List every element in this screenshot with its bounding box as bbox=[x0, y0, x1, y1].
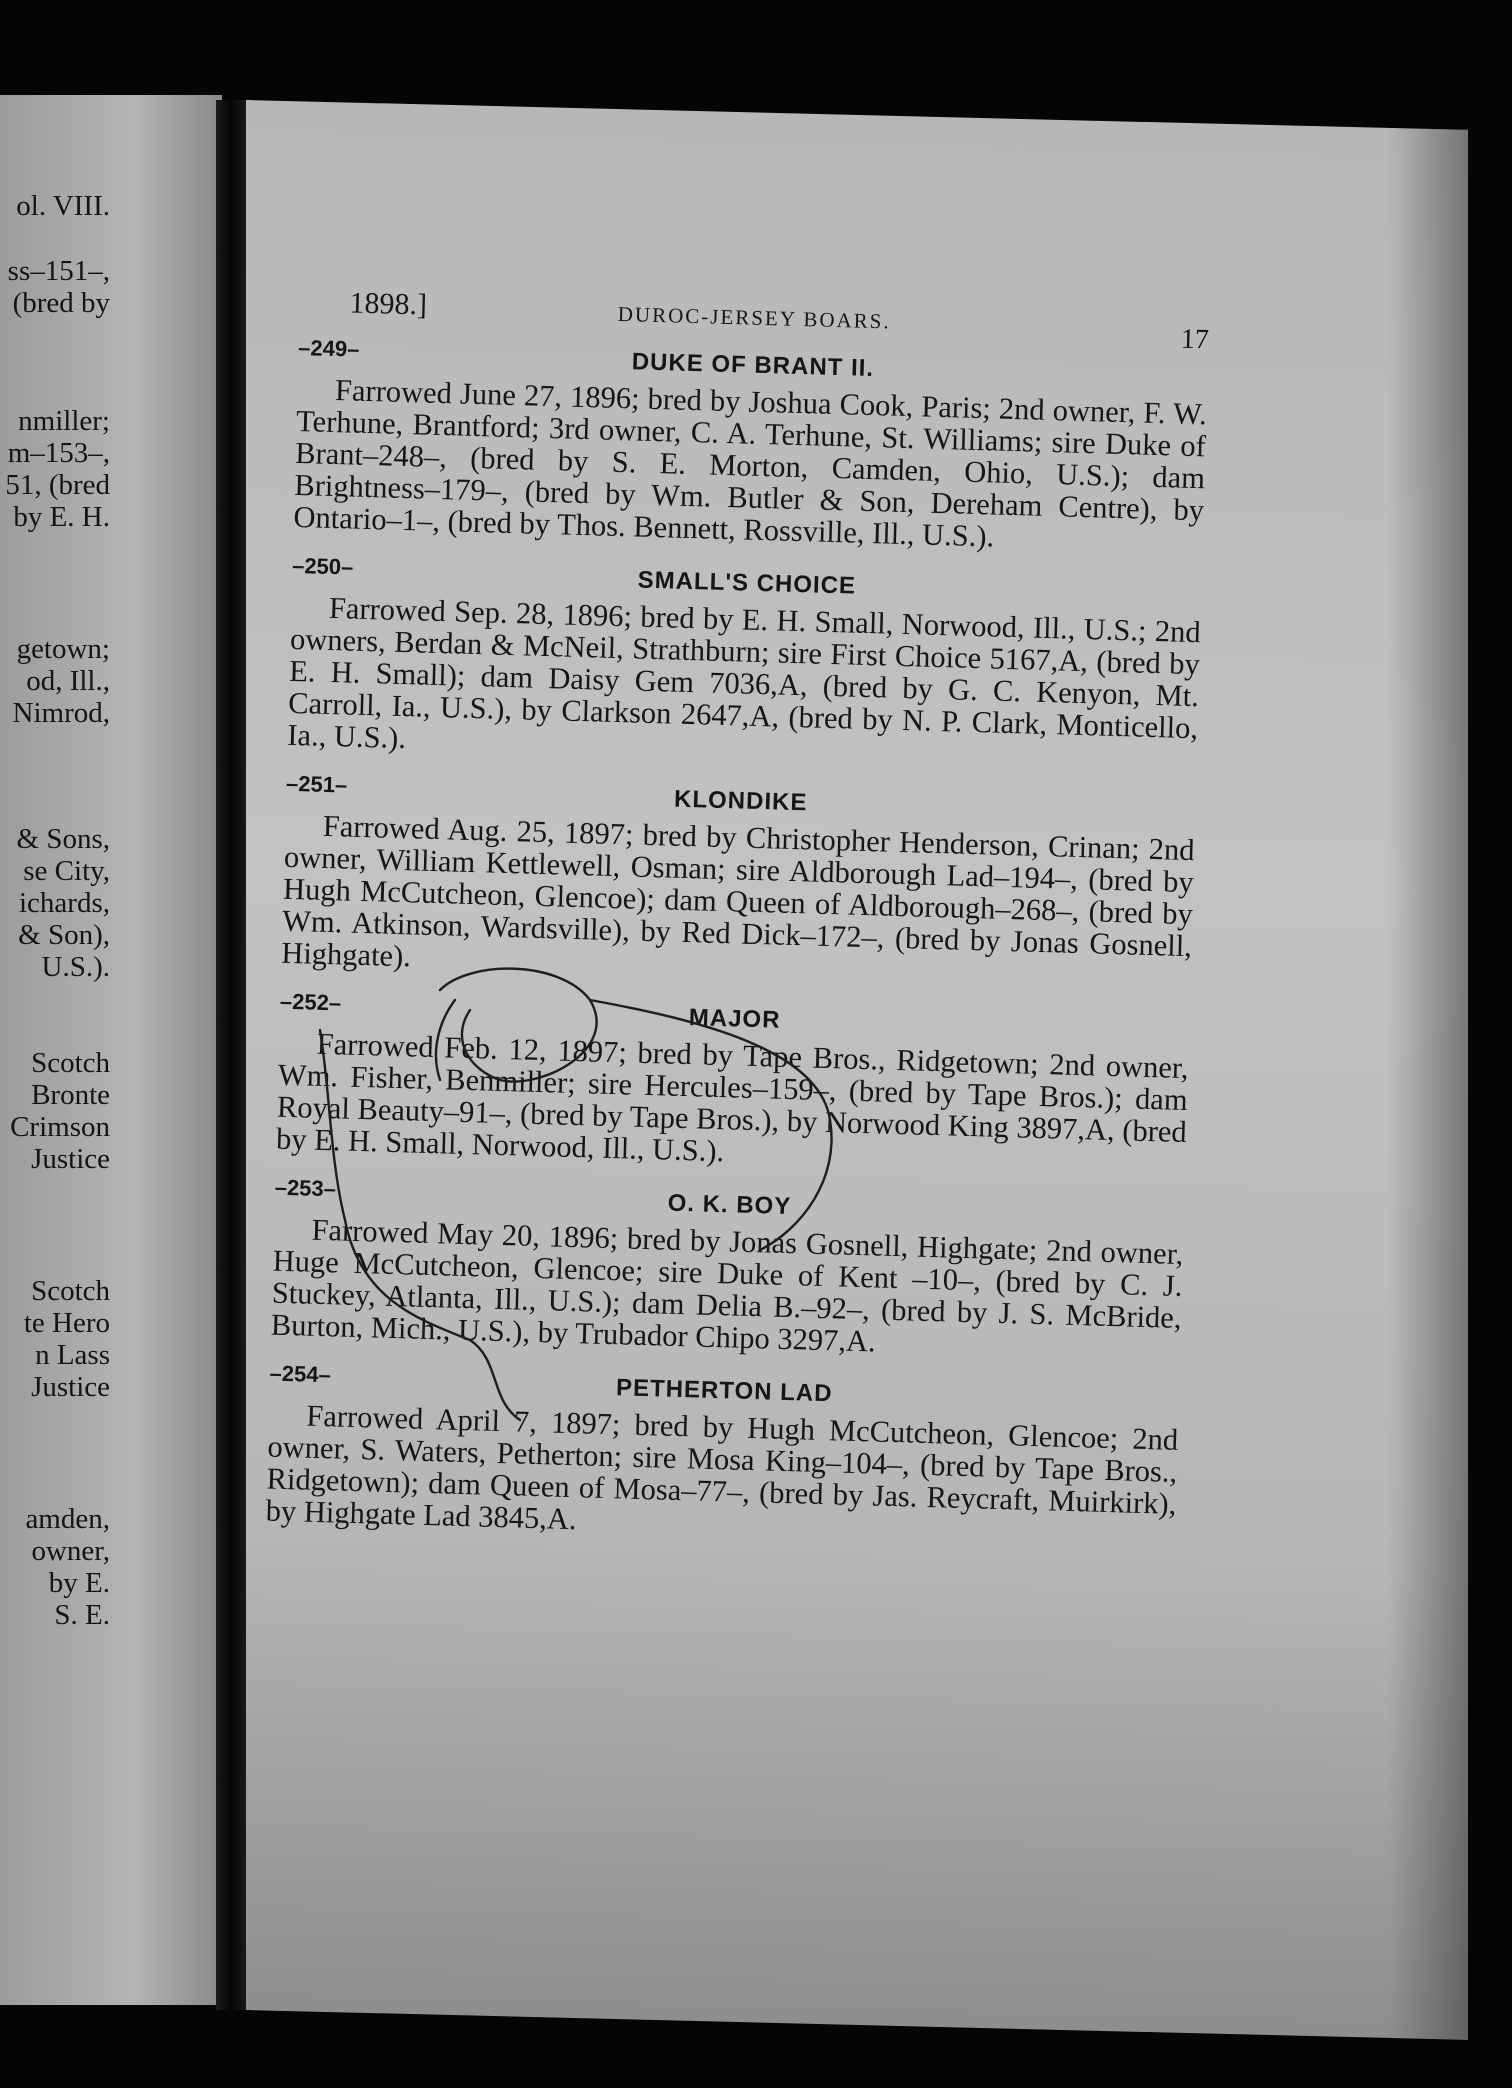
left-page-line: n Lass bbox=[35, 1339, 110, 1371]
left-page-line: by E. bbox=[48, 1567, 110, 1599]
left-page-line: se City, bbox=[23, 855, 110, 887]
left-page-line: (bred by bbox=[12, 287, 110, 319]
entry-text: Farrowed April 7, 1897; bred by Hugh McCutcheon, Glencoe; 2nd owner, S. Waters, Petherton; sire Mosa King–104–, (bred by Tape Bros., Ridgetown); dam Queen of Mosa–77–, (bred by Jas. Reycraft, Muirkirk), by Highgate Lad 3845,A. bbox=[265, 1398, 1179, 1537]
left-page-line: S. E. bbox=[54, 1599, 110, 1631]
left-page-line: Scotch bbox=[31, 1275, 110, 1307]
entry-252 bbox=[276, 989, 1190, 1180]
entry-number: –252– bbox=[279, 988, 342, 1016]
left-page-line: by E. H. bbox=[13, 501, 110, 533]
entry-number: –249– bbox=[297, 334, 360, 362]
left-page-fragment bbox=[0, 95, 222, 2005]
entry-text: Farrowed Sep. 28, 1896; bred by E. H. Small, Norwood, Ill., U.S.; 2nd owners, Berdan & McNeil, Strathburn; sire First Choice 5167,A, (bred by E. H. Small); dam Daisy Gem 7036,A, (bred by G. C. Kenyon, Mt. Carroll, Ia., U.S.), by Clarkson 2647,A, (bred by N. P. Clark, Monticello, Ia., U.S.). bbox=[286, 590, 1202, 756]
entry-text: Farrowed Aug. 25, 1897; bred by Christopher Henderson, Crinan; 2nd owner, William Kettlewell, Osman; sire Aldborough Lad–194–, (bred by Hugh McCutcheon, Glencoe); dam Queen of Aldborough–268–, (bred by Wm. Atkinson, Wardsville), by Red Dick–172–, (bred by Jonas Gosnell, Highgate). bbox=[280, 808, 1196, 974]
left-page-line: ss–151–, bbox=[7, 255, 110, 287]
entry-text: Farrowed May 20, 1896; bred by Jonas Gosnell, Highgate; 2nd owner, Huge McCutcheon, Glencoe; sire Duke of Kent –10–, (bred by C. J. Stuckey, Atlanta, Ill., U.S.); dam Delia B.–92–, (bred by J. S. McBride, Burton, Mich., U.S.), by Trubador Chipo 3297,A. bbox=[270, 1212, 1184, 1359]
entry-name: MAJOR bbox=[688, 1004, 781, 1034]
entry-number: –250– bbox=[291, 552, 354, 580]
left-page-line: Justice bbox=[31, 1143, 110, 1175]
left-page-line: getown; bbox=[16, 633, 110, 665]
left-page-line: Justice bbox=[31, 1371, 110, 1403]
left-page-line: Bronte bbox=[31, 1079, 110, 1111]
left-page-line: nmiller; bbox=[18, 405, 110, 437]
running-title: DUROC-JERSEY BOARS. bbox=[617, 301, 892, 334]
header-year: 1898.] bbox=[349, 286, 428, 322]
left-page-line: Crimson bbox=[10, 1111, 110, 1143]
entry-name: PETHERTON LAD bbox=[615, 1374, 833, 1408]
left-page-line: te Hero bbox=[23, 1307, 110, 1339]
left-page-line: ichards, bbox=[19, 887, 110, 919]
entry-253 bbox=[271, 1175, 1185, 1366]
entry-250 bbox=[287, 553, 1202, 776]
left-page-line: od, Ill., bbox=[26, 665, 110, 697]
entry-name: KLONDIKE bbox=[673, 785, 808, 817]
left-page-line: amden, bbox=[25, 1503, 110, 1535]
left-page-line: Nimrod, bbox=[12, 697, 110, 729]
entry-254 bbox=[265, 1361, 1179, 1552]
entry-name: DUKE OF BRANT II. bbox=[631, 348, 875, 383]
page-text-block bbox=[265, 285, 1210, 1572]
left-page-line: ol. VIII. bbox=[16, 190, 110, 222]
entry-text: Farrowed June 27, 1896; bred by Joshua Cook, Paris; 2nd owner, F. W. Terhune, Brantford; 3rd owner, C. A. Terhune, St. Williams; sire Duke of Brant–248–, (bred by S. E. Morton, Camden, Ohio, U.S.); dam Brightness–179–, (bred by Wm. Butler & Son, Dereham Centre), by Ontario–1–, (bred by Thos. Bennett, Rossville, Ill., U.S.). bbox=[293, 373, 1208, 554]
left-page-line: owner, bbox=[31, 1535, 110, 1567]
entry-name: SMALL'S CHOICE bbox=[637, 566, 857, 600]
left-page-line: & Sons, bbox=[16, 823, 110, 855]
left-page-line: U.S.). bbox=[41, 951, 110, 983]
page-number: 17 bbox=[1180, 323, 1210, 356]
left-page-line: & Son), bbox=[18, 919, 110, 951]
entry-name: O. K. BOY bbox=[667, 1189, 792, 1221]
entry-text: Farrowed Feb. 12, 1897; bred by Tape Bros., Ridgetown; 2nd owner, Wm. Fisher, Benmiller; sire Hercules–159–, (bred by Tape Bros.); dam Royal Beauty–91–, (bred by Tape Bros.), by Norwood King 3897,A, (bred by E. H. Small, Norwood, Ill., U.S.). bbox=[275, 1026, 1189, 1169]
left-page-line: m–153–, bbox=[7, 437, 110, 469]
left-page-line: 51, (bred bbox=[5, 469, 110, 501]
entry-number: –253– bbox=[274, 1174, 337, 1202]
entry-251 bbox=[281, 771, 1196, 994]
left-page-line: Scotch bbox=[31, 1047, 110, 1079]
entry-249 bbox=[293, 335, 1208, 558]
entry-number: –251– bbox=[285, 770, 348, 798]
entry-number: –254– bbox=[269, 1360, 332, 1388]
